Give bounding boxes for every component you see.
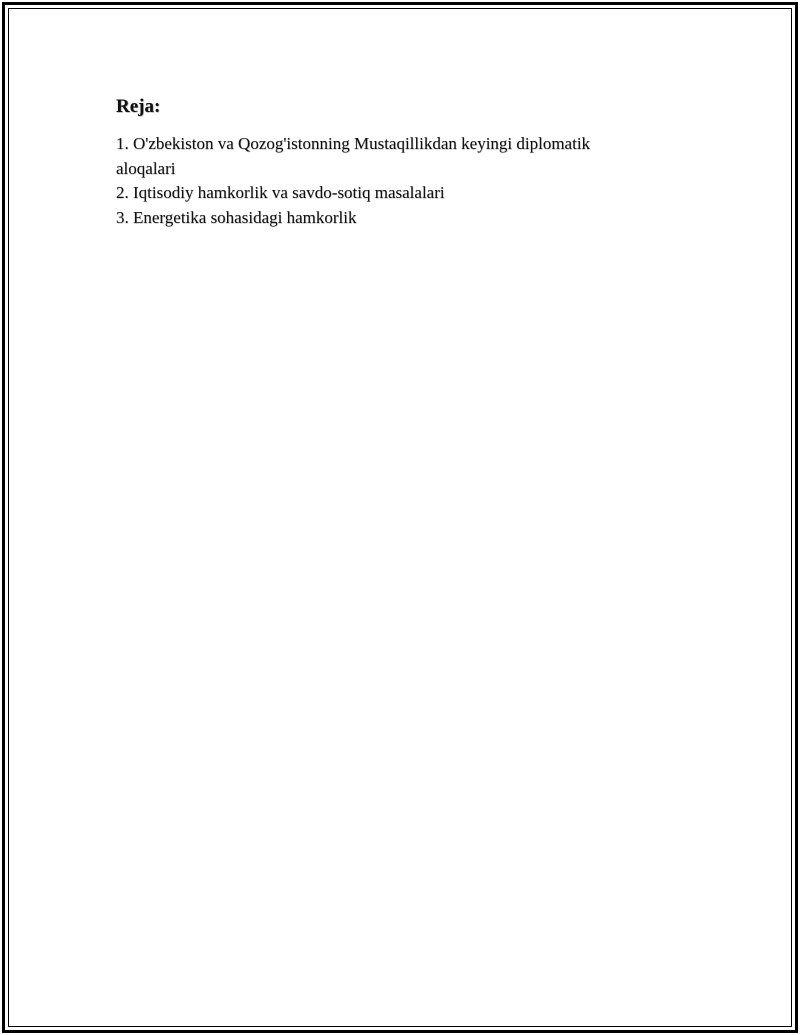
plan-list bbox=[116, 132, 646, 230]
page-border bbox=[2, 2, 798, 1033]
plan-item-3: 3. Energetika sohasidagi hamkorlik bbox=[116, 207, 357, 227]
plan-item-1: 1. O'zbekiston va Qozog'istonning Mustaqillikdan keyingi diplomatik aloqalari bbox=[116, 134, 591, 178]
plan-item-2: 2. Iqtisodiy hamkorlik va savdo-sotiq masalalari bbox=[116, 183, 445, 202]
plan-heading: Reja: bbox=[116, 96, 161, 117]
page-content bbox=[116, 94, 646, 230]
